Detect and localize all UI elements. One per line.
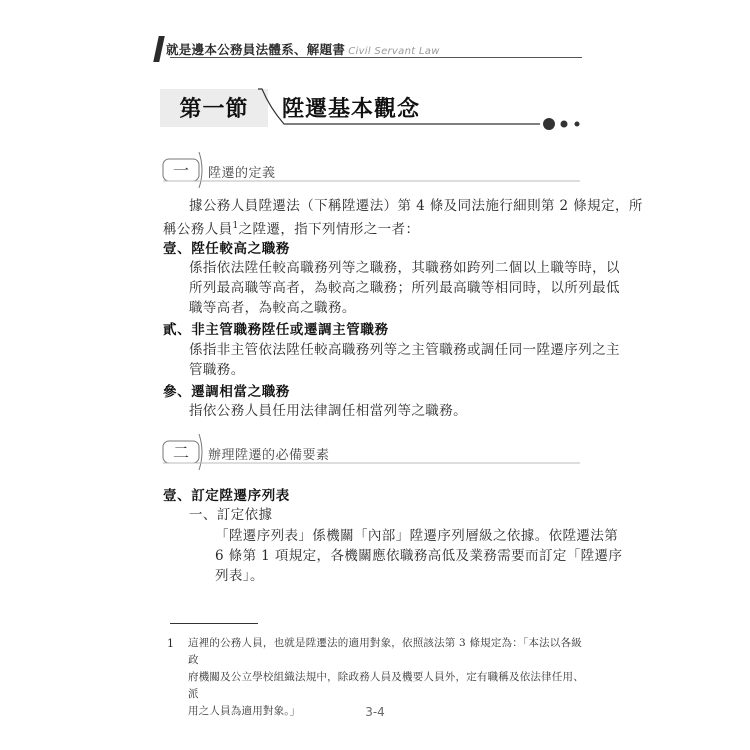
footnote-line: 用之人員為適用對象。」	[188, 705, 301, 717]
subsection-2-number: 二	[172, 443, 189, 462]
subsection-1-number: 一	[172, 161, 189, 180]
item-1-heading: 壹、陞任較高之職務	[163, 241, 290, 257]
item-2-heading: 貳、非主管職務陞任或遷調主管職務	[163, 322, 389, 338]
footnote-line: 這裡的公務人員，也就是陞遷法的適用對象，依照該法第 3 條規定為：「本法以各級政	[188, 637, 582, 666]
item-1-line-2: 所列最高職等高者，為較高之職務；所列最高職等相同時，以所列最低	[189, 280, 620, 296]
footnote-ref[interactable]: 1	[232, 221, 239, 231]
sec2-line-1: 「陞遷序列表」係機關「內部」陞遷序列層級之依據。依陞遷法第	[215, 528, 619, 544]
item-2-line-2: 管職務。	[189, 362, 245, 378]
sec2-heading: 壹、訂定陞遷序列表	[163, 488, 290, 504]
page-number: 3-4	[365, 705, 385, 719]
sec2-line-3: 列表」。	[215, 568, 264, 584]
intro-line-2-tail: 之陞遷，指下列情形之一者：	[238, 221, 420, 238]
banner-dot-icon	[561, 121, 568, 128]
header-title-text: 就是邊本公務員法體系、解題書	[166, 42, 346, 57]
intro-line-2-text: 稱公務人員	[163, 221, 233, 238]
banner-dot-icon	[575, 122, 580, 127]
banner-dot-icon	[543, 118, 555, 130]
item-2-line-1: 係指非主管依法陞任較高職務列等之主管職務或調任同一陞遷序列之主	[189, 342, 620, 358]
section-title: 陞遷基本觀念	[282, 96, 421, 122]
footnote-rule	[170, 623, 258, 624]
header-subtitle-en: Civil Servant Law	[348, 46, 440, 57]
footnote-number: 1	[167, 637, 174, 650]
sec2-line-2: 6 條第 1 項規定，各機關應依職務高低及業務需要而訂定「陞遷序	[215, 548, 623, 564]
section-number: 第一節	[179, 96, 249, 122]
subsection-1-title: 陞遷的定義	[208, 166, 276, 181]
item-3-heading: 參、遷調相當之職務	[163, 384, 290, 400]
item-3-line-1: 指依公務人員任用法律調任相當列等之職務。	[189, 403, 467, 419]
sec2-subheading: 一、訂定依據	[189, 507, 273, 523]
intro-line-1: 據公務人員陞遷法（下稱陞遷法）第 4 條及同法施行細則第 2 條規定，所	[189, 198, 643, 214]
footnote-line: 府機關及公立學校組織法規中，除政務人員及機要人員外，定有職稱及依法律任用、派	[188, 671, 584, 700]
item-1-line-3: 職等高者，為較高之職務。	[189, 300, 356, 316]
item-1-line-1: 係指依法陞任較高職務列等之職務，其職務如跨列二個以上職等時，以	[189, 260, 620, 276]
intro-line-2	[163, 216, 419, 240]
subsection-2-title: 辦理陞遷的必備要素	[208, 448, 330, 463]
